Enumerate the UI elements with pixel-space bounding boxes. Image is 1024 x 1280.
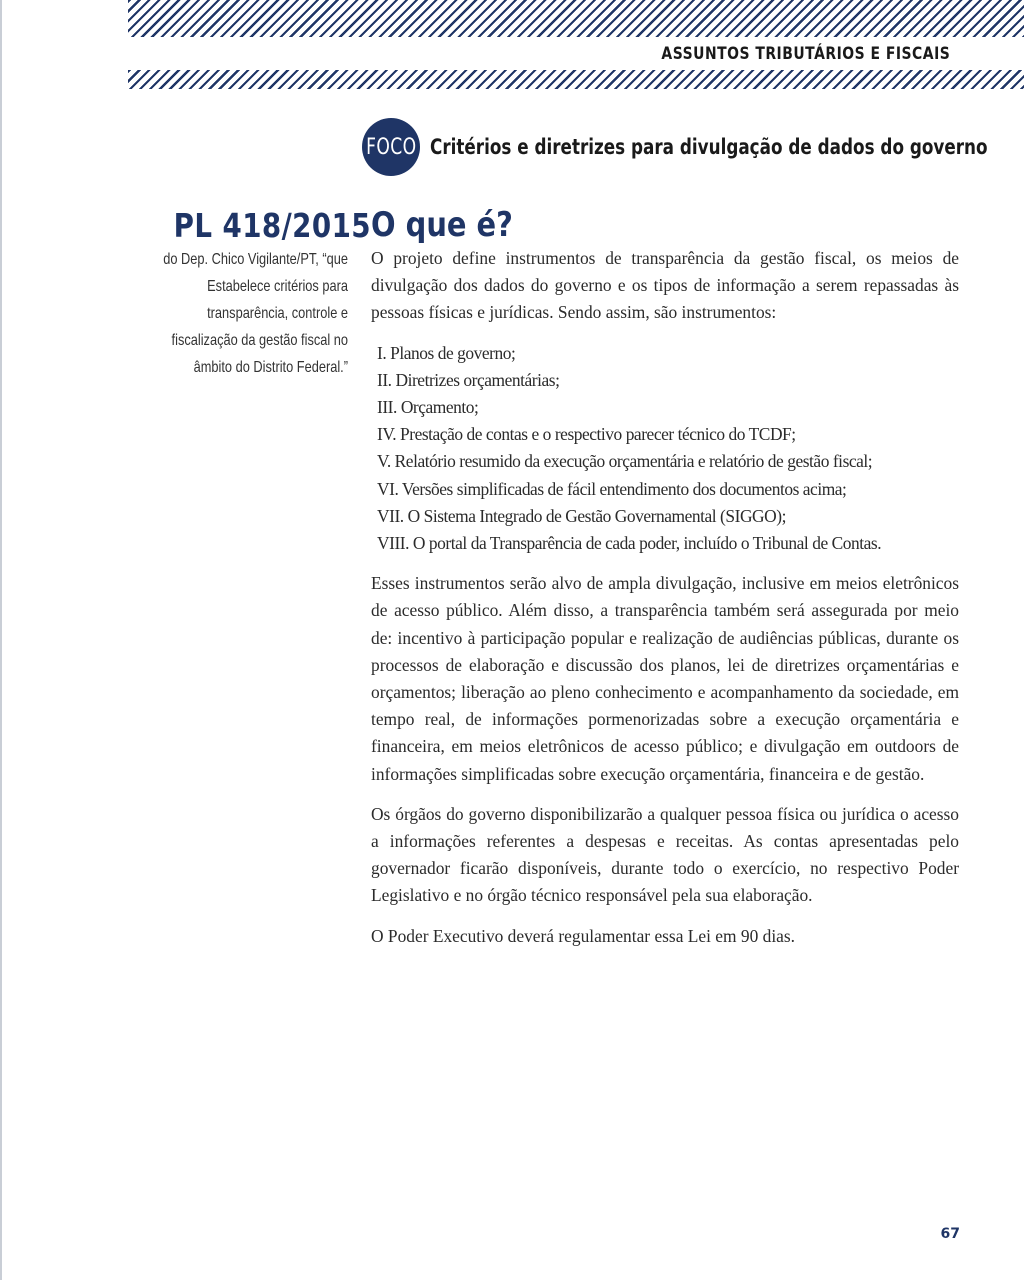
header-hatch-top (128, 0, 1024, 37)
body-paragraph: Os órgãos do governo disponibilizarão a qualquer pessoa física ou jurídica o acesso a informações referentes a despesas e receitas. As contas apresentadas pelo governador ficarão disponíveis, durante todo o exercício, no respectivo Poder Legislativo e no órgão técnico responsável pela sua elaboração. (371, 803, 959, 906)
bill-number: PL 418/2015 (173, 206, 371, 245)
list-item: VII. O Sistema Integrado de Gestão Governamental (SIGGO); (377, 505, 786, 526)
focus-heading (362, 118, 1024, 176)
list-item: V. Relatório resumido da execução orçamentária e relatório de gestão fiscal; (377, 451, 873, 472)
page-edge-rule (0, 0, 2, 1280)
header-hatch-bottom (128, 70, 1024, 89)
bill-description: do Dep. Chico Vigilante/PT, “que Estabelece critérios para transparência, controle e fiscalização da gestão fiscal no âmbito do Distrito Federal.” (163, 251, 348, 376)
list-item: III. Orçamento; (377, 397, 479, 418)
list-item: VI. Versões simplificadas de fácil entendimento dos documentos acima; (377, 478, 847, 499)
content-heading: O que é? (371, 205, 513, 245)
bill-sidebar (140, 206, 371, 381)
foco-badge (362, 118, 420, 176)
list-item: I. Planos de governo; (377, 342, 516, 363)
section-header (128, 37, 1024, 70)
list-item: VIII. O portal da Transparência de cada poder, incluído o Tribunal de Contas. (377, 533, 882, 554)
body-paragraph: Esses instrumentos serão alvo de ampla divulgação, inclusive em meios eletrônicos de acesso público. Além disso, a transparência também será assegurada por meio de: incentivo à participação popular e realização de audiências públicas, durante os processos de elaboração e discussão dos planos, lei de diretrizes orçamentárias e orçamentos; liberação ao pleno conhecimento e acompanhamento da sociedade, em tempo real, de informações pormenorizadas sobre a execução orçamentária e financeira, em meios eletrônicos de acesso público; e divulgação em outdoors de informações simplificadas sobre execução orçamentária, financeira e de gestão. (371, 573, 959, 784)
list-item: II. Diretrizes orçamentárias; (377, 369, 560, 390)
focus-title: Critérios e diretrizes para divulgação de dados do governo (430, 135, 988, 159)
list-item: IV. Prestação de contas e o respectivo parecer técnico do TCDF; (377, 424, 796, 445)
section-tag (590, 37, 962, 70)
section-title: ASSUNTOS TRIBUTÁRIOS E FISCAIS (661, 43, 950, 64)
instruments-list (371, 340, 959, 558)
intro-paragraph: O projeto define instrumentos de transparência da gestão fiscal, os meios de divulgação dos dados do governo e os tipos de informação a serem repassadas às pessoas físicas e jurídicas. Sendo assim, são instrumentos: (371, 248, 959, 323)
body-paragraph: O Poder Executivo deverá regulamentar essa Lei em 90 dias. (371, 925, 795, 946)
foco-badge-label: FOCO (365, 134, 417, 160)
main-content (371, 205, 959, 950)
page-number: 67 (940, 1226, 960, 1242)
